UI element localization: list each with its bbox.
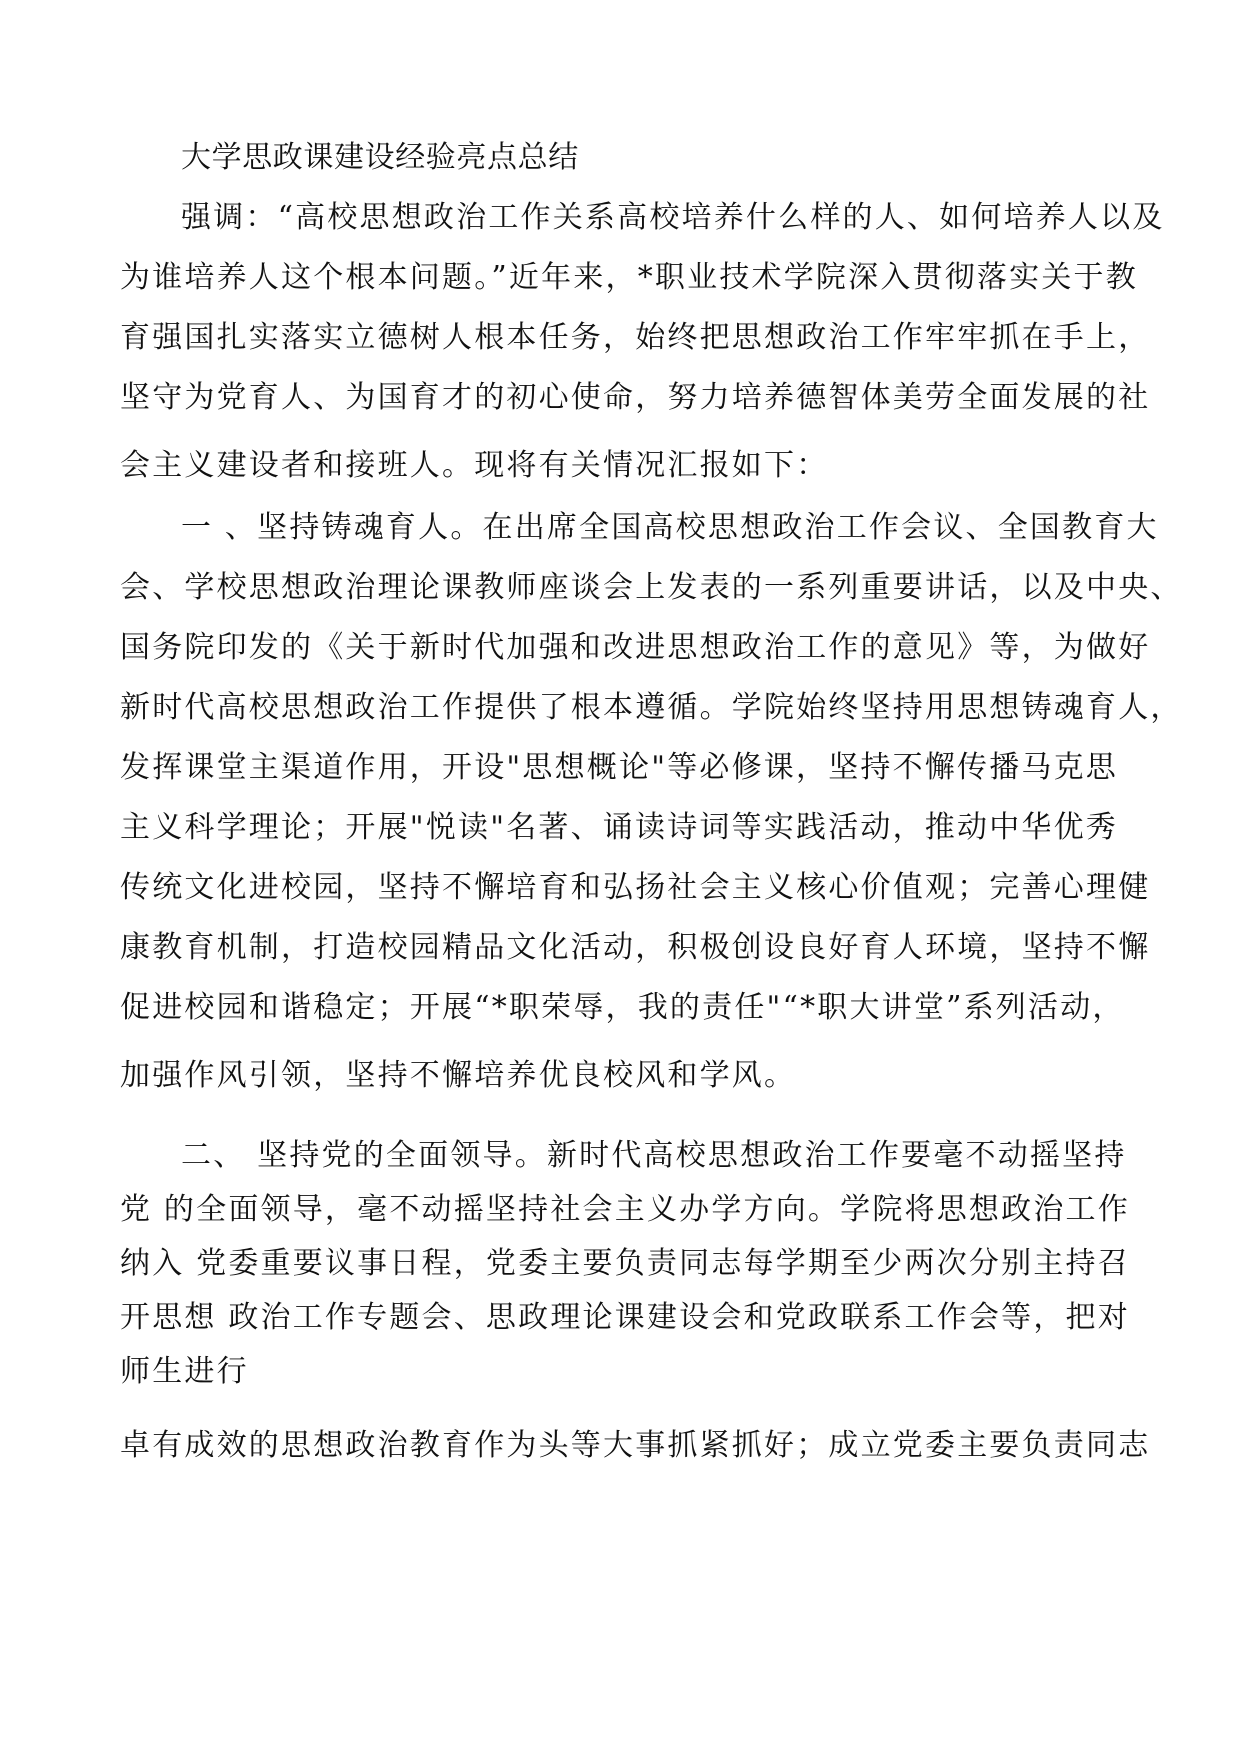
intro-line: 坚守为党育人、为国育才的初心使命，努力培养德智体美劳全面发展的社 xyxy=(120,380,1151,415)
intro-line: 会主义建设者和接班人。现将有关情况汇报如下： xyxy=(120,448,829,483)
section-two-line: 卓有成效的思想政治教育作为头等大事抓紧抓好；成立党委主要负责同志 xyxy=(120,1428,1151,1463)
intro-line: 为谁培养人这个根本问题。”近年来，*职业技术学院深入贯彻落实关于教 xyxy=(120,260,1138,295)
section-one-line: 会、学校思想政治理论课教师座谈会上发表的一系列重要讲话，以及中央、 xyxy=(120,570,1183,605)
section-one-line: 发挥课堂主渠道作用，开设"思想概论"等必修课，坚持不懈传播马克思 xyxy=(120,750,1118,785)
section-two-line: 师生进行 xyxy=(120,1354,249,1389)
document-title: 大学思政课建设经验亮点总结 xyxy=(181,140,579,175)
section-one-line: 康教育机制，打造校园精品文化活动，积极创设良好育人环境，坚持不懈 xyxy=(120,930,1151,965)
section-two-line: 开思想 政治工作专题会、思政理论课建设会和党政联系工作会等，把对 xyxy=(120,1300,1130,1335)
section-two-line: 纳入 党委重要议事日程，党委主要负责同志每学期至少两次分别主持召 xyxy=(120,1246,1130,1281)
intro-line: 强调：“高校思想政治工作关系高校培养什么样的人、如何培养人以及 xyxy=(181,200,1165,235)
section-two-line: 二、 坚持党的全面领导。新时代高校思想政治工作要毫不动摇坚持 xyxy=(181,1138,1127,1173)
section-two-line: 党 的全面领导，毫不动摇坚持社会主义办学方向。学院将思想政治工作 xyxy=(120,1192,1130,1227)
intro-line: 育强国扎实落实立德树人根本任务，始终把思想政治工作牢牢抓在手上， xyxy=(120,320,1151,355)
section-one-line: 传统文化进校园，坚持不懈培育和弘扬社会主义核心价值观；完善心理健 xyxy=(120,870,1151,905)
section-one-line: 促进校园和谐稳定；开展“*职荣辱，我的责任"“*职大讲堂”系列活动， xyxy=(120,990,1125,1025)
section-one-line: 国务院印发的《关于新时代加强和改进思想政治工作的意见》等，为做好 xyxy=(120,630,1151,665)
section-one-line: 一 、坚持铸魂育人。在出席全国高校思想政治工作会议、全国教育大 xyxy=(181,510,1159,545)
section-one-line: 新时代高校思想政治工作提供了根本遵循。学院始终坚持用思想铸魂育人， xyxy=(120,690,1183,725)
section-one-line: 主义科学理论；开展"悦读"名著、诵读诗词等实践活动，推动中华优秀 xyxy=(120,810,1118,845)
section-one-line: 加强作风引领，坚持不懈培养优良校风和学风。 xyxy=(120,1058,797,1093)
